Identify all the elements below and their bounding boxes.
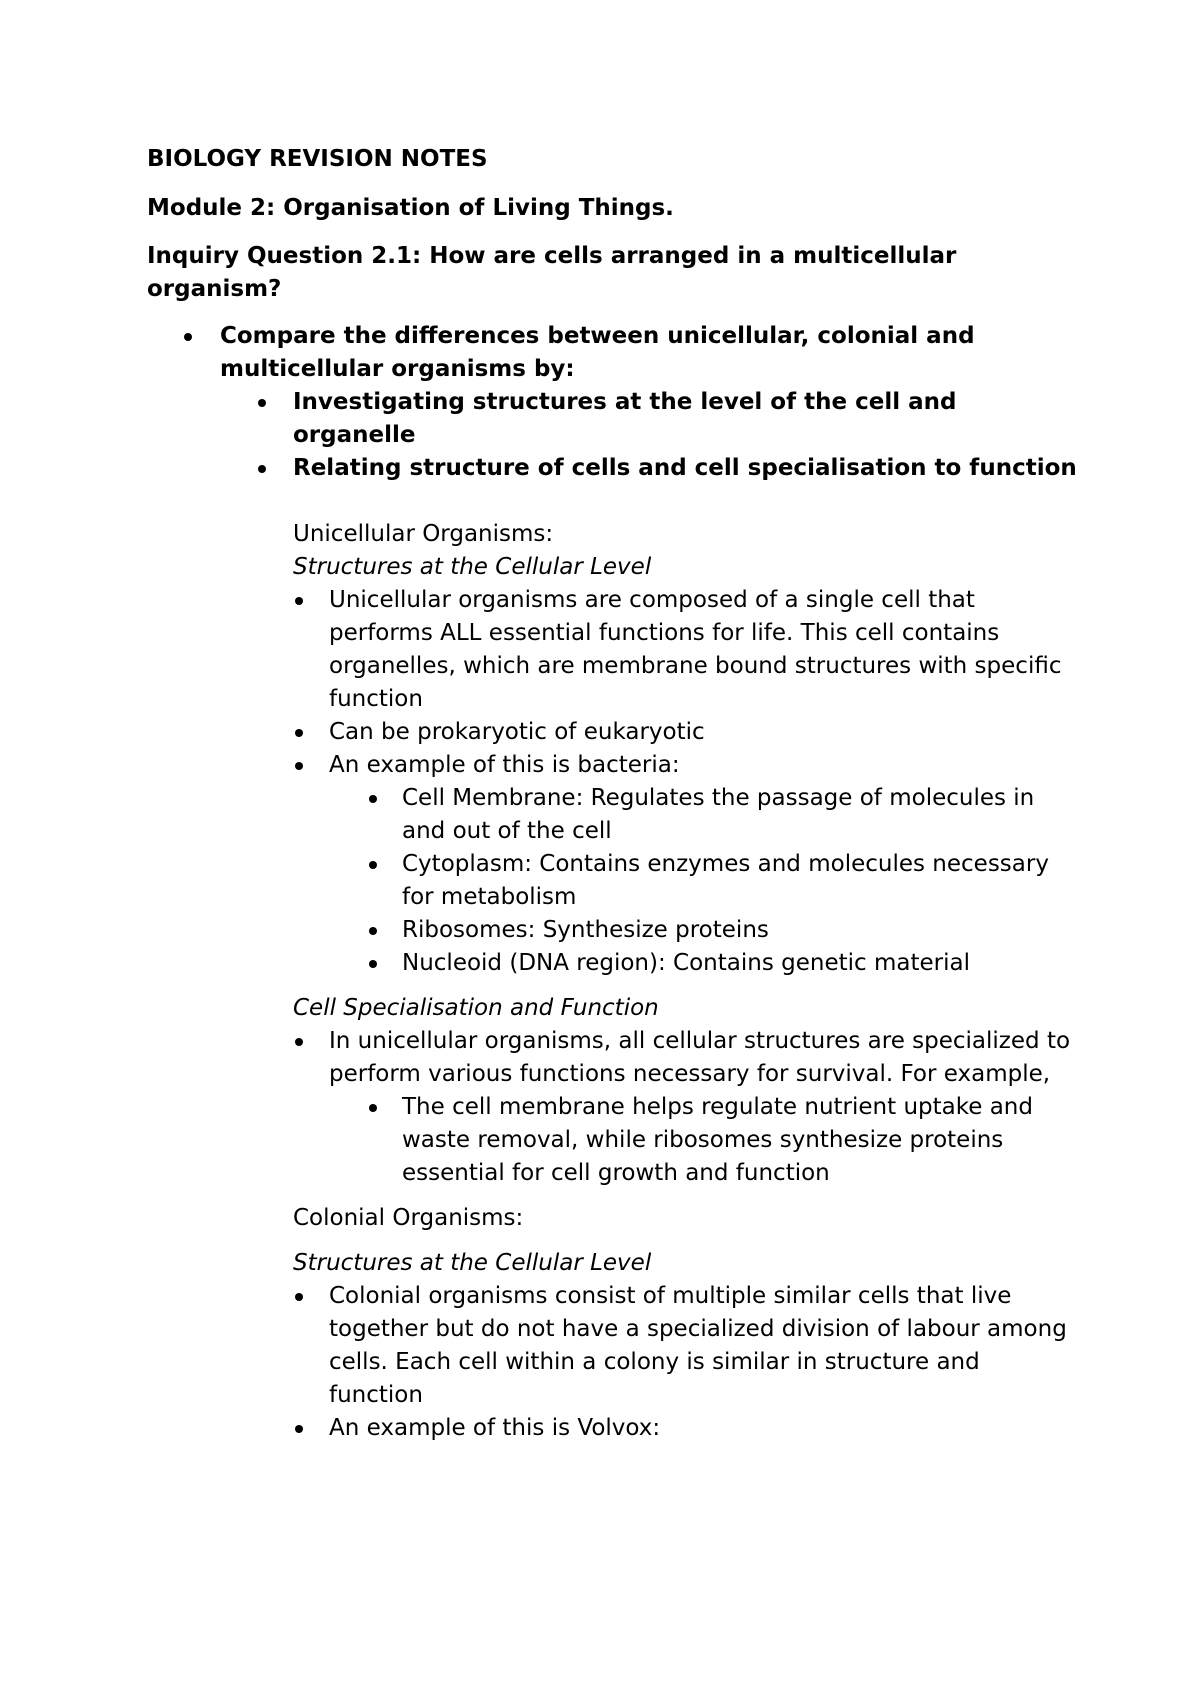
bullet-icon xyxy=(295,762,303,770)
bullet-icon xyxy=(295,1038,303,1046)
list-item-text: Colonial organisms consist of multiple similar cells that live together but do not have a specialized division of labour among cells. Each cell within a colony is similar in structure and function xyxy=(329,1283,1067,1408)
sub-objective-item xyxy=(147,452,1077,485)
list-item-text: Nucleoid (DNA region): Contains genetic material xyxy=(402,950,970,976)
sub-objective-text: Relating structure of cells and cell specialisation to function xyxy=(293,455,1077,481)
list-item xyxy=(147,716,1077,749)
list-item-text: Ribosomes: Synthesize proteins xyxy=(402,917,769,943)
list-item-text: An example of this is Volvox: xyxy=(329,1415,661,1441)
specialisation-list xyxy=(147,1025,1077,1190)
unicellular-structures-heading: Structures at the Cellular Level xyxy=(293,554,652,580)
objective-item xyxy=(147,320,1077,386)
document-page xyxy=(147,143,1077,1445)
specialisation-heading: Cell Specialisation and Function xyxy=(293,995,659,1021)
bullet-icon xyxy=(258,465,266,473)
bullet-icon xyxy=(369,927,377,935)
module-heading: Module 2: Organisation of Living Things. xyxy=(147,195,674,221)
bullet-icon xyxy=(295,1425,303,1433)
objectives-list xyxy=(147,320,1077,485)
list-item xyxy=(147,947,1077,980)
list-item-text: Cell Membrane: Regulates the passage of molecules in and out of the cell xyxy=(402,785,1035,844)
list-item xyxy=(147,1280,1077,1412)
list-item-text: In unicellular organisms, all cellular structures are specialized to perform various functions necessary for survival. For example, xyxy=(329,1028,1071,1087)
document-title: BIOLOGY REVISION NOTES xyxy=(147,146,488,172)
list-item-text: Can be prokaryotic of eukaryotic xyxy=(329,719,705,745)
list-item-text: The cell membrane helps regulate nutrient uptake and waste removal, while ribosomes synthesize proteins essential for cell growth and function xyxy=(402,1094,1033,1186)
bullet-icon xyxy=(295,597,303,605)
bullet-icon xyxy=(258,399,266,407)
colonial-structures-heading: Structures at the Cellular Level xyxy=(293,1250,652,1276)
objective-text: Compare the differences between unicellular, colonial and multicellular organisms by: xyxy=(220,323,975,382)
list-item xyxy=(147,1091,1077,1190)
sub-objective-text: Investigating structures at the level of the cell and organelle xyxy=(293,389,957,448)
list-item-text: An example of this is bacteria: xyxy=(329,752,680,778)
bullet-icon xyxy=(184,333,192,341)
list-item xyxy=(147,848,1077,914)
list-item xyxy=(147,782,1077,848)
list-item xyxy=(147,1025,1077,1091)
colonial-heading: Colonial Organisms: xyxy=(293,1205,524,1231)
unicellular-points-list xyxy=(147,584,1077,980)
colonial-points-list xyxy=(147,1280,1077,1445)
bullet-icon xyxy=(369,960,377,968)
list-item-text: Cytoplasm: Contains enzymes and molecules necessary for metabolism xyxy=(402,851,1049,910)
bullet-icon xyxy=(295,729,303,737)
unicellular-heading: Unicellular Organisms: xyxy=(293,521,554,547)
bullet-icon xyxy=(369,1104,377,1112)
list-item xyxy=(147,1412,1077,1445)
bullet-icon xyxy=(295,1293,303,1301)
bullet-icon xyxy=(369,861,377,869)
sub-objective-item xyxy=(147,386,1077,452)
inquiry-question: Inquiry Question 2.1: How are cells arranged in a multicellular organism? xyxy=(147,243,957,302)
list-item-text: Unicellular organisms are composed of a single cell that performs ALL essential functions for life. This cell contains organelles, which are membrane bound structures with specific function xyxy=(329,587,1062,712)
list-item xyxy=(147,914,1077,947)
list-item xyxy=(147,584,1077,716)
list-item xyxy=(147,749,1077,782)
bullet-icon xyxy=(369,795,377,803)
